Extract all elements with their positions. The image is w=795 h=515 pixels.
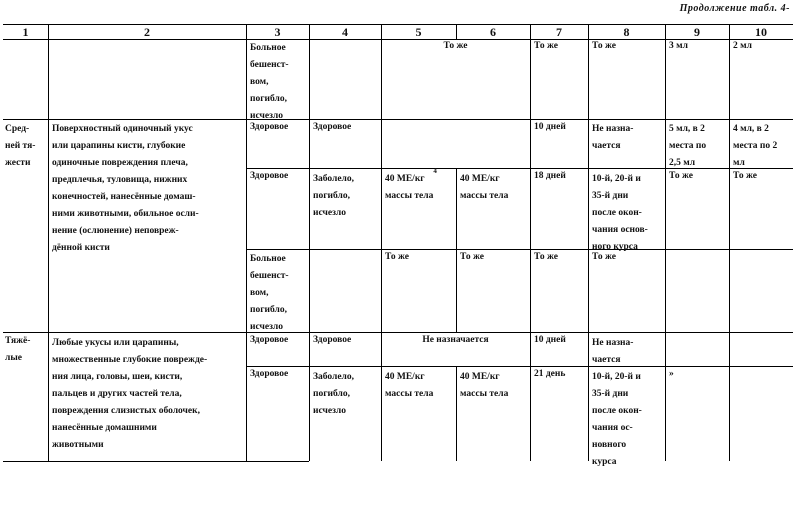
table-cell: 21 день — [534, 369, 566, 379]
table-cell: То же — [460, 252, 485, 262]
table-cell: 3 мл — [669, 41, 688, 51]
footnote-mark: 4 — [433, 166, 437, 175]
rule — [530, 24, 531, 461]
table-cell: » — [669, 369, 674, 379]
table-cell: Заболело, погибло, исчезло — [313, 372, 355, 416]
table-cell: То же — [592, 41, 617, 51]
column-number: 4 — [342, 25, 348, 39]
table-caption: Продолжение табл. 4- — [679, 3, 790, 14]
column-number: 7 — [556, 25, 562, 39]
dose-text: 40 МЕ/кг массы тела — [385, 174, 434, 201]
table-cell: 18 дней — [534, 171, 566, 181]
column-number: 2 — [144, 25, 150, 39]
rule — [588, 24, 589, 461]
severity-label: Тяжё- лые — [5, 336, 31, 363]
table-cell: Здоровое — [250, 122, 289, 132]
column-number: 8 — [623, 25, 630, 39]
rule — [309, 24, 310, 461]
table-cell: 4 мл, в 2 места по 2 мл — [733, 124, 778, 168]
rule — [456, 366, 457, 461]
rule — [246, 24, 247, 461]
table-cell: Заболело, погибло, исчезло — [313, 174, 355, 218]
table-cell: Здоровое — [250, 171, 289, 181]
table-cell: То же — [534, 41, 559, 51]
table-cell: 10-й, 20-й и 35-й дни после окон- чания ос- новного курса — [592, 372, 642, 467]
rule — [381, 24, 382, 461]
table-cell: 10 дней — [534, 122, 566, 132]
column-number: 6 — [490, 25, 496, 39]
column-number: 9 — [694, 25, 700, 39]
rule — [3, 461, 309, 462]
table-cell: 40 МЕ/кг массы тела — [460, 174, 509, 201]
rule — [48, 24, 49, 461]
table-cell: То же — [733, 171, 758, 181]
table-cell: 40 МЕ/кг массы тела — [460, 372, 509, 399]
table-cell: Здоровое — [313, 335, 352, 345]
severity-label: Сред- ней тя- жести — [5, 124, 36, 168]
table-cell: 10-й, 20-й и 35-й дни после окон- чания основ- ного курса — [592, 174, 648, 252]
rule — [665, 24, 666, 461]
table-cell: То же — [534, 252, 559, 262]
column-number: 3 — [274, 25, 281, 39]
injury-description: Поверхностный одиночный укус или царапины кисти, глубокие одиночные повреждения плеча, предплечья, туловища, нижних конечностей, нанесённые домаш- ними животными, обильное осли- нение (ослюнение) неповреж- дённой кисти — [52, 124, 199, 253]
table-cell — [385, 166, 456, 205]
rule — [3, 119, 793, 120]
injury-description: Любые укусы или царапины, множественные глубокие поврежде- ния лица, головы, шеи, кисти, пальцев и других частей тела, повреждения слизистых оболочек, нанесённые домашними животными — [52, 338, 208, 450]
table-cell: 40 МЕ/кг массы тела — [385, 372, 434, 399]
table-cell: Здоровое — [250, 335, 289, 345]
rule — [456, 168, 457, 332]
table-cell: То же — [385, 252, 410, 262]
table-cell: 2 мл — [733, 41, 752, 51]
table-cell: Больное бешенст- вом, погибло, исчезло — [250, 43, 289, 121]
table-cell: То же — [443, 41, 468, 51]
table-cell: 10 дней — [534, 335, 566, 345]
table-cell: То же — [592, 252, 617, 262]
table-cell: То же — [669, 171, 694, 181]
table-cell: Не назначается — [422, 335, 489, 345]
table-cell: 5 мл, в 2 места по 2,5 мл — [669, 124, 707, 168]
table-cell: Не назна- чается — [592, 124, 634, 151]
column-number: 5 — [415, 25, 422, 39]
table-cell: Не назна- чается — [592, 338, 634, 365]
column-number: 1 — [22, 25, 29, 39]
table-cell: Здоровое — [250, 369, 289, 379]
table-cell: Больное бешенст- вом, погибло, исчезло — [250, 254, 289, 332]
table-cell: Здоровое — [313, 122, 352, 132]
rule — [729, 24, 730, 461]
column-number: 10 — [755, 25, 767, 39]
